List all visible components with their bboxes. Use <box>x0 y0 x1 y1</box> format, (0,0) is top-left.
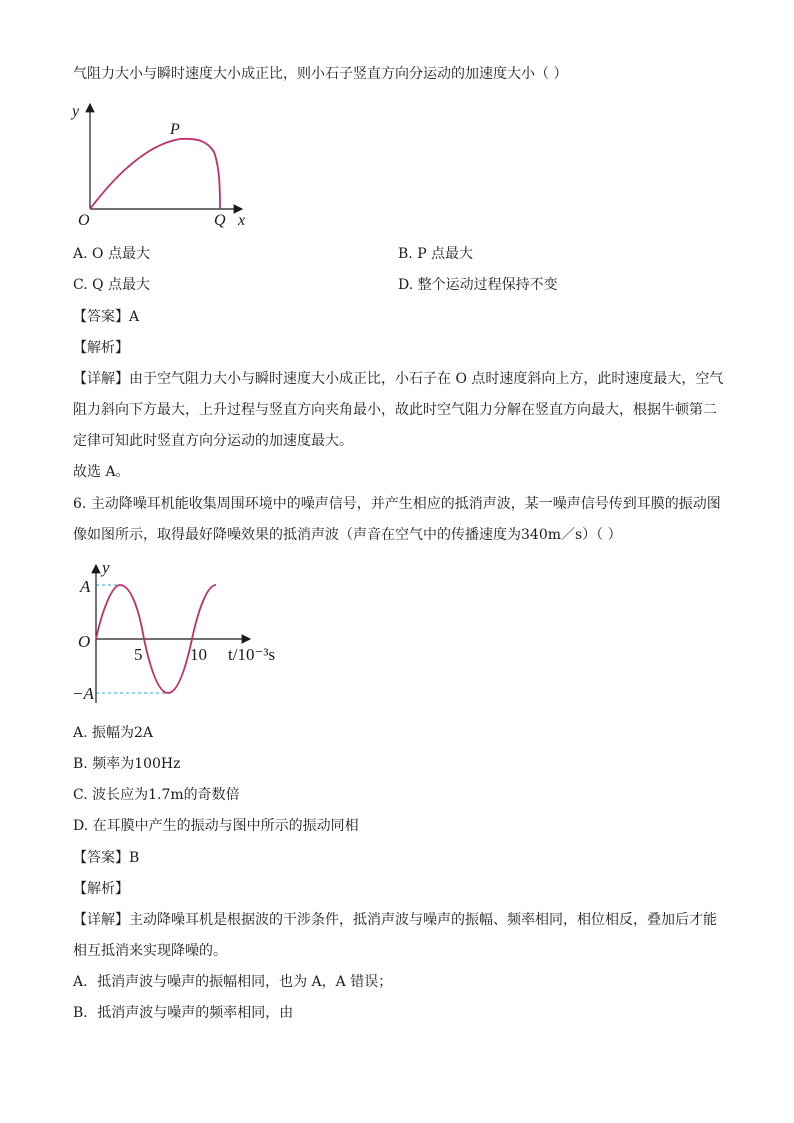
q5-trajectory-graph <box>70 98 260 233</box>
q5-y-label: y <box>72 103 80 120</box>
q6-option-a[interactable]: A. 振幅为2A <box>73 725 154 741</box>
q6-detail-line-2: 相互抵消来实现降噪的。 <box>73 943 227 959</box>
q5-o-label: O <box>78 212 90 229</box>
q6-t-axis-label: t/10⁻³s <box>228 645 276 664</box>
q6-answer: 【答案】B <box>73 850 140 866</box>
q6-tick-10: 10 <box>190 645 207 664</box>
q6-option-b[interactable]: B. 频率为100Hz <box>73 756 181 772</box>
q5-analysis-title: 【解析】 <box>73 340 129 356</box>
q5-detail-line-2: 阻力斜向下方最大，上升过程与竖直方向夹角最小，故此时空气阻力分解在竖直方向最大，根据牛顿第二 <box>73 402 717 418</box>
q5-option-c[interactable]: C. Q 点最大 <box>73 277 151 293</box>
q6-explain-a: A．抵消声波与噪声的振幅相同，也为 A，A 错误； <box>73 974 393 990</box>
q5-option-a[interactable]: A. O 点最大 <box>73 246 150 262</box>
q5-q-label: Q <box>214 212 226 229</box>
q6-option-d[interactable]: D. 在耳膜中产生的振动与图中所示的振动同相 <box>73 818 359 834</box>
q6-stem-line-1: 6. 主动降噪耳机能收集周围环境中的噪声信号，并产生相应的抵消声波，某一噪声信号传到耳膜的振动图 <box>73 496 721 512</box>
q5-detail-line-3: 定律可知此时竖直方向分运动的加速度最大。 <box>73 433 353 449</box>
q5-stem-tail: 气阻力大小与瞬时速度大小成正比，则小石子竖直方向分运动的加速度大小（ ） <box>73 66 568 82</box>
q6-o-label: O <box>78 632 91 651</box>
q5-x-label: x <box>238 212 246 229</box>
q6-vibration-graph <box>70 555 285 710</box>
q5-trajectory-curve <box>90 139 220 209</box>
q6-neg-a-label: −A <box>72 684 94 703</box>
q5-option-b[interactable]: B. P 点最大 <box>398 246 474 262</box>
q6-y-label: y <box>102 558 110 577</box>
q6-detail-line-1: 【详解】主动降噪耳机是根据波的干涉条件，抵消声波与噪声的振幅、频率相同，相位相反，叠加后才能 <box>73 912 717 928</box>
q6-analysis-title: 【解析】 <box>73 881 129 897</box>
q6-a-label: A <box>80 577 91 596</box>
q5-choice: 故选 A。 <box>73 464 130 480</box>
q5-detail-line-1: 【详解】由于空气阻力大小与瞬时速度大小成正比，小石子在 O 点时速度斜向上方，此时速度最大，空气 <box>73 371 724 387</box>
q5-answer: 【答案】A <box>73 309 140 325</box>
q6-option-c[interactable]: C. 波长应为1.7m的奇数倍 <box>73 787 240 803</box>
q5-option-d[interactable]: D. 整个运动过程保持不变 <box>398 277 558 293</box>
q6-stem-line-2: 像如图所示，取得最好降噪效果的抵消声波（声音在空气中的传播速度为340m／s）（ ） <box>73 527 622 543</box>
q6-explain-b: B．抵消声波与噪声的频率相同，由 <box>73 1005 294 1021</box>
q6-tick-5: 5 <box>134 645 143 664</box>
q5-p-label: P <box>170 121 180 138</box>
